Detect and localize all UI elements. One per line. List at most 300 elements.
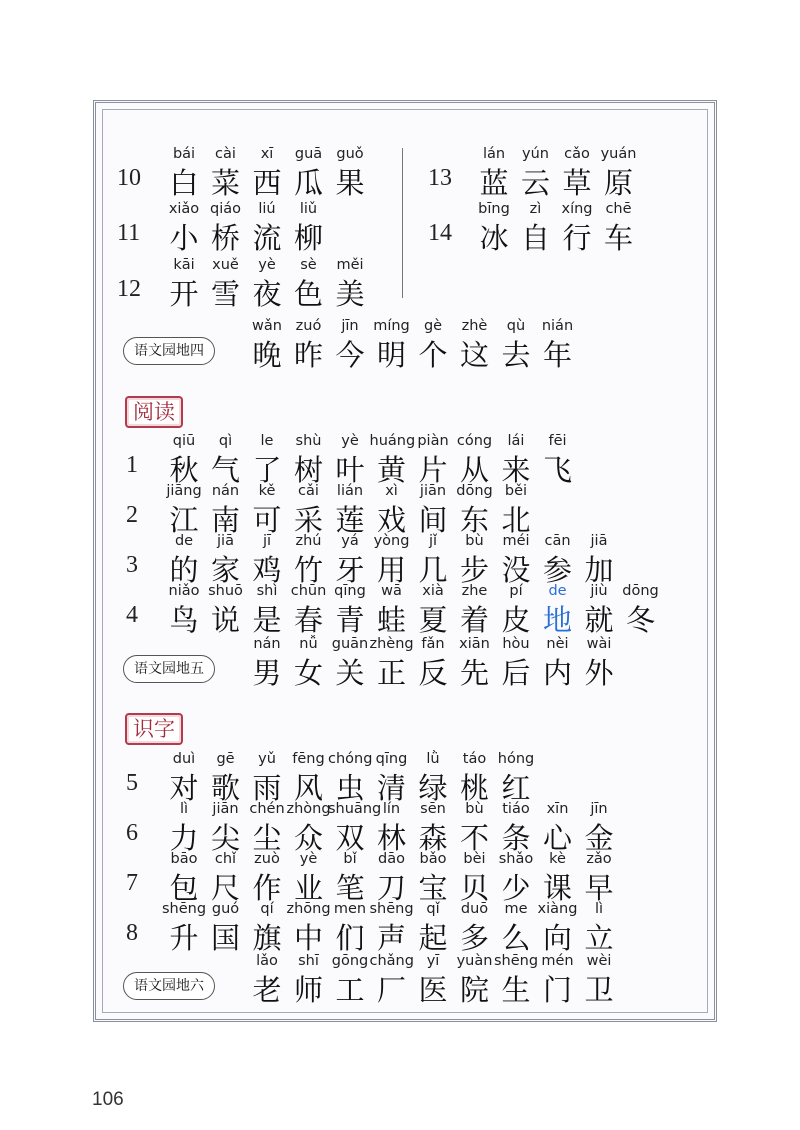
- character-cell: [245, 580, 289, 638]
- hanzi: 雨: [252, 771, 282, 805]
- hanzi: 们: [335, 921, 365, 955]
- hanzi: 风: [293, 771, 323, 805]
- pinyin: xīn: [546, 801, 569, 817]
- pinyin: pí: [509, 583, 523, 599]
- hanzi: 外: [584, 656, 614, 690]
- hanzi: 院: [459, 973, 489, 1007]
- pinyin: dāo: [378, 851, 405, 867]
- pinyin: yuán: [600, 146, 637, 162]
- hanzi: 绿: [418, 771, 448, 805]
- lesson-number: 5: [126, 770, 138, 796]
- pinyin: qīng: [375, 751, 408, 767]
- hanzi: 东: [459, 503, 489, 537]
- hanzi: 林: [376, 821, 406, 855]
- character-cell: [453, 950, 497, 1008]
- pinyin: shuāng: [328, 801, 382, 817]
- pinyin: míng: [373, 318, 410, 334]
- hanzi: 采: [293, 503, 323, 537]
- hanzi: 金: [584, 821, 614, 855]
- pinyin: měi: [336, 257, 364, 273]
- character-cell: [577, 633, 621, 691]
- garden-4-label: 语文园地四: [123, 337, 215, 365]
- hanzi: 牙: [335, 553, 365, 587]
- character-cell: [514, 198, 558, 256]
- character-cell: [328, 254, 372, 312]
- pinyin: bái: [172, 146, 196, 162]
- pinyin: cóng: [456, 433, 493, 449]
- pinyin: xiǎo: [168, 201, 200, 217]
- hanzi: 西: [252, 166, 282, 200]
- pinyin: xiàng: [537, 901, 578, 917]
- pinyin: wài: [586, 636, 612, 652]
- character-cell: [370, 633, 414, 691]
- hanzi: 刀: [376, 871, 406, 905]
- pinyin: chē: [605, 201, 632, 217]
- hanzi: 没: [501, 553, 531, 587]
- hanzi: 冰: [479, 221, 509, 255]
- hanzi: 云: [520, 166, 550, 200]
- character-cell: [411, 580, 455, 638]
- lesson-number: 8: [126, 920, 138, 946]
- lesson-number: 6: [126, 820, 138, 846]
- pinyin: xì: [385, 483, 398, 499]
- pinyin: nǚ: [299, 636, 318, 652]
- character-cell: [494, 898, 538, 956]
- pinyin: lǜ: [426, 751, 440, 767]
- character-cell: [328, 143, 372, 201]
- pinyin: liú: [258, 201, 276, 217]
- hanzi: 地: [542, 603, 572, 637]
- pinyin: shǎo: [498, 851, 534, 867]
- pinyin: shēng: [369, 901, 414, 917]
- hanzi: 蓝: [479, 166, 509, 200]
- pinyin: duō: [460, 901, 489, 917]
- hanzi: 后: [501, 656, 531, 690]
- pinyin: nán: [211, 483, 240, 499]
- hanzi: 夏: [418, 603, 448, 637]
- character-cell: [536, 633, 580, 691]
- pinyin: nián: [541, 318, 574, 334]
- character-cell: [597, 143, 641, 201]
- pinyin: zì: [529, 201, 542, 217]
- pinyin: yǔ: [258, 751, 276, 767]
- pinyin: qiáo: [210, 201, 241, 217]
- character-cell: [328, 633, 372, 691]
- hanzi: 旗: [252, 921, 282, 955]
- hanzi: 白: [169, 166, 199, 200]
- lesson-number: 12: [117, 276, 141, 302]
- pinyin: lái: [507, 433, 525, 449]
- pinyin: tiáo: [502, 801, 530, 817]
- pinyin: zhú: [295, 533, 322, 549]
- hanzi: 尺: [210, 871, 240, 905]
- hanzi: 夜: [252, 277, 282, 311]
- character-cell: [204, 254, 248, 312]
- character-cell: [411, 950, 455, 1008]
- pinyin: gē: [216, 751, 235, 767]
- pinyin: jiā: [590, 533, 608, 549]
- character-cell: [472, 198, 516, 256]
- lesson-number: 7: [126, 870, 138, 896]
- pinyin: qīng: [334, 583, 366, 599]
- pinyin: chūn: [290, 583, 327, 599]
- hanzi: 笔: [335, 871, 365, 905]
- pinyin: xíng: [561, 201, 593, 217]
- character-cell: [162, 143, 206, 201]
- pinyin: zhōng: [286, 901, 331, 917]
- hanzi: 老: [252, 973, 282, 1007]
- hanzi: 包: [169, 871, 199, 905]
- character-cell: [494, 580, 538, 638]
- character-cell: [162, 580, 206, 638]
- hanzi: 可: [252, 503, 282, 537]
- character-cell: [162, 254, 206, 312]
- pinyin: mén: [541, 953, 574, 969]
- pinyin: méi: [502, 533, 530, 549]
- pinyin: hòu: [502, 636, 530, 652]
- hanzi: 莲: [335, 503, 365, 537]
- hanzi: 柳: [293, 221, 323, 255]
- pinyin: fǎn: [421, 636, 445, 652]
- hanzi: 冬: [625, 603, 655, 637]
- character-cell: [555, 143, 599, 201]
- hanzi: 课: [542, 871, 572, 905]
- character-cell: [577, 950, 621, 1008]
- pinyin: wèi: [586, 953, 612, 969]
- pinyin: kè: [549, 851, 566, 867]
- character-cell: [328, 898, 372, 956]
- hanzi: 作: [252, 871, 282, 905]
- character-cell: [204, 580, 248, 638]
- pinyin: chǎng: [369, 953, 414, 969]
- pinyin: zhèng: [369, 636, 414, 652]
- pinyin: yè: [299, 851, 318, 867]
- pinyin: bīng: [478, 201, 510, 217]
- character-cell: [287, 143, 331, 201]
- pinyin: jiāng: [166, 483, 202, 499]
- pinyin: guó: [211, 901, 240, 917]
- pinyin: zǎo: [586, 851, 612, 867]
- pinyin: nèi: [546, 636, 569, 652]
- pinyin: táo: [462, 751, 487, 767]
- hanzi: 参: [542, 553, 572, 587]
- pinyin: qí: [260, 901, 274, 917]
- hanzi: 反: [418, 656, 448, 690]
- hanzi: 青: [335, 603, 365, 637]
- pinyin: kě: [258, 483, 276, 499]
- hanzi: 皮: [501, 603, 531, 637]
- character-cell: [287, 898, 331, 956]
- hanzi: 北: [501, 503, 531, 537]
- hanzi: 医: [418, 973, 448, 1007]
- garden-6-label: 语文园地六: [123, 972, 215, 1000]
- pinyin: bāo: [170, 851, 198, 867]
- character-cell: [204, 143, 248, 201]
- hanzi: 瓜: [293, 166, 323, 200]
- hanzi: 众: [293, 821, 323, 855]
- lesson-number: 4: [126, 602, 138, 628]
- hanzi: 女: [293, 656, 323, 690]
- hanzi: 今: [335, 338, 365, 372]
- pinyin: zhòng: [286, 801, 331, 817]
- hanzi: 是: [252, 603, 282, 637]
- hanzi: 森: [418, 821, 448, 855]
- character-cell: [287, 315, 331, 373]
- character-cell: [453, 315, 497, 373]
- hanzi: 国: [210, 921, 240, 955]
- hanzi: 么: [501, 921, 531, 955]
- character-cell: [577, 580, 621, 638]
- hanzi: 蛙: [376, 603, 406, 637]
- pinyin: xiān: [459, 636, 490, 652]
- hanzi: 加: [584, 553, 614, 587]
- pinyin: guān: [331, 636, 369, 652]
- hanzi: 工: [335, 973, 365, 1007]
- hanzi: 色: [293, 277, 323, 311]
- pinyin: qiū: [172, 433, 196, 449]
- pinyin: gè: [423, 318, 443, 334]
- hanzi: 贝: [459, 871, 489, 905]
- hanzi: 声: [376, 921, 406, 955]
- pinyin: cǎo: [564, 146, 590, 162]
- column-divider: [402, 148, 403, 298]
- pinyin: kāi: [173, 257, 195, 273]
- hanzi: 了: [252, 453, 282, 487]
- hanzi: 师: [293, 973, 323, 1007]
- character-cell: [287, 254, 331, 312]
- pinyin: jiān: [212, 801, 239, 817]
- pinyin: dōng: [456, 483, 493, 499]
- pinyin: piàn: [417, 433, 449, 449]
- pinyin: cài: [215, 146, 236, 162]
- pinyin: fēi: [548, 433, 567, 449]
- pinyin: men: [333, 901, 367, 917]
- pinyin: qù: [506, 318, 526, 334]
- pinyin: xuě: [212, 257, 239, 273]
- pinyin: wǎn: [252, 318, 282, 334]
- hanzi: 用: [376, 553, 406, 587]
- character-cell: [472, 143, 516, 201]
- hanzi: 男: [252, 656, 282, 690]
- pinyin: shēng: [494, 953, 539, 969]
- hanzi: 车: [603, 221, 633, 255]
- hanzi: 春: [293, 603, 323, 637]
- character-cell: [245, 254, 289, 312]
- character-cell: [411, 633, 455, 691]
- character-cell: [577, 898, 621, 956]
- character-cell: [536, 580, 580, 638]
- hanzi: 先: [459, 656, 489, 690]
- character-cell: [494, 633, 538, 691]
- character-cell: [328, 580, 372, 638]
- pinyin: guǒ: [336, 146, 364, 162]
- pinyin: jīn: [341, 318, 359, 334]
- character-cell: [370, 950, 414, 1008]
- character-cell: [555, 198, 599, 256]
- character-cell: [453, 633, 497, 691]
- pinyin: běi: [504, 483, 528, 499]
- character-cell: [162, 898, 206, 956]
- lesson-number: 3: [126, 552, 138, 578]
- hanzi: 红: [501, 771, 531, 805]
- hanzi: 向: [542, 921, 572, 955]
- pinyin: guā: [294, 146, 323, 162]
- character-cell: [287, 198, 331, 256]
- hanzi: 多: [459, 921, 489, 955]
- hanzi: 草: [562, 166, 592, 200]
- pinyin: bù: [465, 801, 484, 817]
- pinyin: gōng: [331, 953, 369, 969]
- hanzi: 就: [584, 603, 614, 637]
- character-cell: [453, 580, 497, 638]
- hanzi: 虫: [335, 771, 365, 805]
- character-cell: [494, 315, 538, 373]
- hanzi: 雪: [210, 277, 240, 311]
- hanzi: 黄: [376, 453, 406, 487]
- pinyin: xī: [260, 146, 274, 162]
- hanzi: 厂: [376, 973, 406, 1007]
- character-cell: [204, 898, 248, 956]
- hanzi: 清: [376, 771, 406, 805]
- hanzi: 从: [459, 453, 489, 487]
- pinyin: liǔ: [299, 201, 318, 217]
- hanzi: 歌: [210, 771, 240, 805]
- hanzi: 起: [418, 921, 448, 955]
- pinyin: jiān: [419, 483, 447, 499]
- character-cell: [245, 315, 289, 373]
- pinyin: dōng: [622, 583, 659, 599]
- hanzi: 桃: [459, 771, 489, 805]
- character-cell: [370, 580, 414, 638]
- character-cell: [619, 580, 663, 638]
- pinyin: zuó: [295, 318, 322, 334]
- character-cell: [328, 950, 372, 1008]
- pinyin: chóng: [328, 751, 373, 767]
- character-cell: [411, 315, 455, 373]
- pinyin: me: [504, 901, 528, 917]
- pinyin: huáng: [369, 433, 416, 449]
- hanzi: 条: [501, 821, 531, 855]
- hanzi: 着: [459, 603, 489, 637]
- hanzi: 说: [210, 603, 240, 637]
- pinyin: chǐ: [214, 851, 237, 867]
- hanzi: 对: [169, 771, 199, 805]
- hanzi: 飞: [542, 453, 572, 487]
- pinyin: jiā: [217, 533, 234, 549]
- pinyin: hóng: [497, 751, 535, 767]
- character-cell: [536, 315, 580, 373]
- hanzi: 心: [542, 821, 572, 855]
- hanzi: 叶: [335, 453, 365, 487]
- hanzi: 戏: [376, 503, 406, 537]
- hanzi: 升: [169, 921, 199, 955]
- character-cell: [536, 430, 580, 488]
- pinyin: qǐ: [426, 901, 440, 917]
- lesson-number: 10: [117, 165, 141, 191]
- character-cell: [245, 950, 289, 1008]
- pinyin: zhè: [461, 318, 488, 334]
- pinyin: le: [260, 433, 274, 449]
- pinyin: cǎi: [298, 483, 319, 499]
- lesson-number: 13: [428, 165, 452, 191]
- hanzi: 家: [210, 553, 240, 587]
- hanzi: 鸟: [169, 603, 199, 637]
- pinyin: lián: [336, 483, 364, 499]
- hanzi: 气: [210, 453, 240, 487]
- pinyin: bǐ: [343, 851, 357, 867]
- pinyin: bǎo: [419, 851, 447, 867]
- character-cell: [370, 315, 414, 373]
- pinyin: yè: [341, 433, 359, 449]
- hanzi: 这: [459, 338, 489, 372]
- pinyin: shuō: [208, 583, 243, 599]
- pinyin: nán: [253, 636, 281, 652]
- hanzi: 卫: [584, 973, 614, 1007]
- hanzi: 少: [501, 871, 531, 905]
- character-cell: [514, 143, 558, 201]
- character-cell: [536, 950, 580, 1008]
- pinyin: zhe: [461, 583, 488, 599]
- pinyin: lín: [382, 801, 401, 817]
- hanzi: 立: [584, 921, 614, 955]
- character-cell: [287, 633, 331, 691]
- hanzi: 步: [459, 553, 489, 587]
- hanzi: 尘: [252, 821, 282, 855]
- hanzi: 不: [459, 821, 489, 855]
- character-cell: [162, 198, 206, 256]
- character-cell: [597, 198, 641, 256]
- character-cell: [204, 198, 248, 256]
- pinyin: jiù: [590, 583, 608, 599]
- hanzi: 开: [169, 277, 199, 311]
- hanzi: 年: [542, 338, 572, 372]
- pinyin: lì: [594, 901, 604, 917]
- lesson-number: 1: [126, 452, 138, 478]
- character-cell: [245, 198, 289, 256]
- hanzi: 鸡: [252, 553, 282, 587]
- pinyin: jī: [262, 533, 272, 549]
- hanzi: 桥: [210, 221, 240, 255]
- hanzi: 自: [520, 221, 550, 255]
- hanzi: 门: [542, 973, 572, 1007]
- hanzi: 个: [418, 338, 448, 372]
- character-cell: [453, 898, 497, 956]
- pinyin: yá: [341, 533, 359, 549]
- hanzi: 几: [418, 553, 448, 587]
- character-cell: [494, 950, 538, 1008]
- pinyin: zuò: [254, 851, 280, 867]
- hanzi: 流: [252, 221, 282, 255]
- pinyin: qì: [218, 433, 233, 449]
- pinyin: lǎo: [256, 953, 278, 969]
- pinyin: xià: [422, 583, 444, 599]
- hanzi: 竹: [293, 553, 323, 587]
- pinyin: sēn: [420, 801, 446, 817]
- page-number: 106: [92, 1089, 124, 1110]
- pinyin: shēng: [162, 901, 207, 917]
- pinyin: shì: [256, 583, 278, 599]
- pinyin: cān: [544, 533, 571, 549]
- hanzi: 关: [335, 656, 365, 690]
- hanzi: 树: [293, 453, 323, 487]
- hanzi: 晚: [252, 338, 282, 372]
- character-cell: [411, 898, 455, 956]
- hanzi: 业: [293, 871, 323, 905]
- hanzi: 早: [584, 871, 614, 905]
- hanzi: 间: [418, 503, 448, 537]
- hanzi: 正: [376, 656, 406, 690]
- hanzi: 行: [562, 221, 592, 255]
